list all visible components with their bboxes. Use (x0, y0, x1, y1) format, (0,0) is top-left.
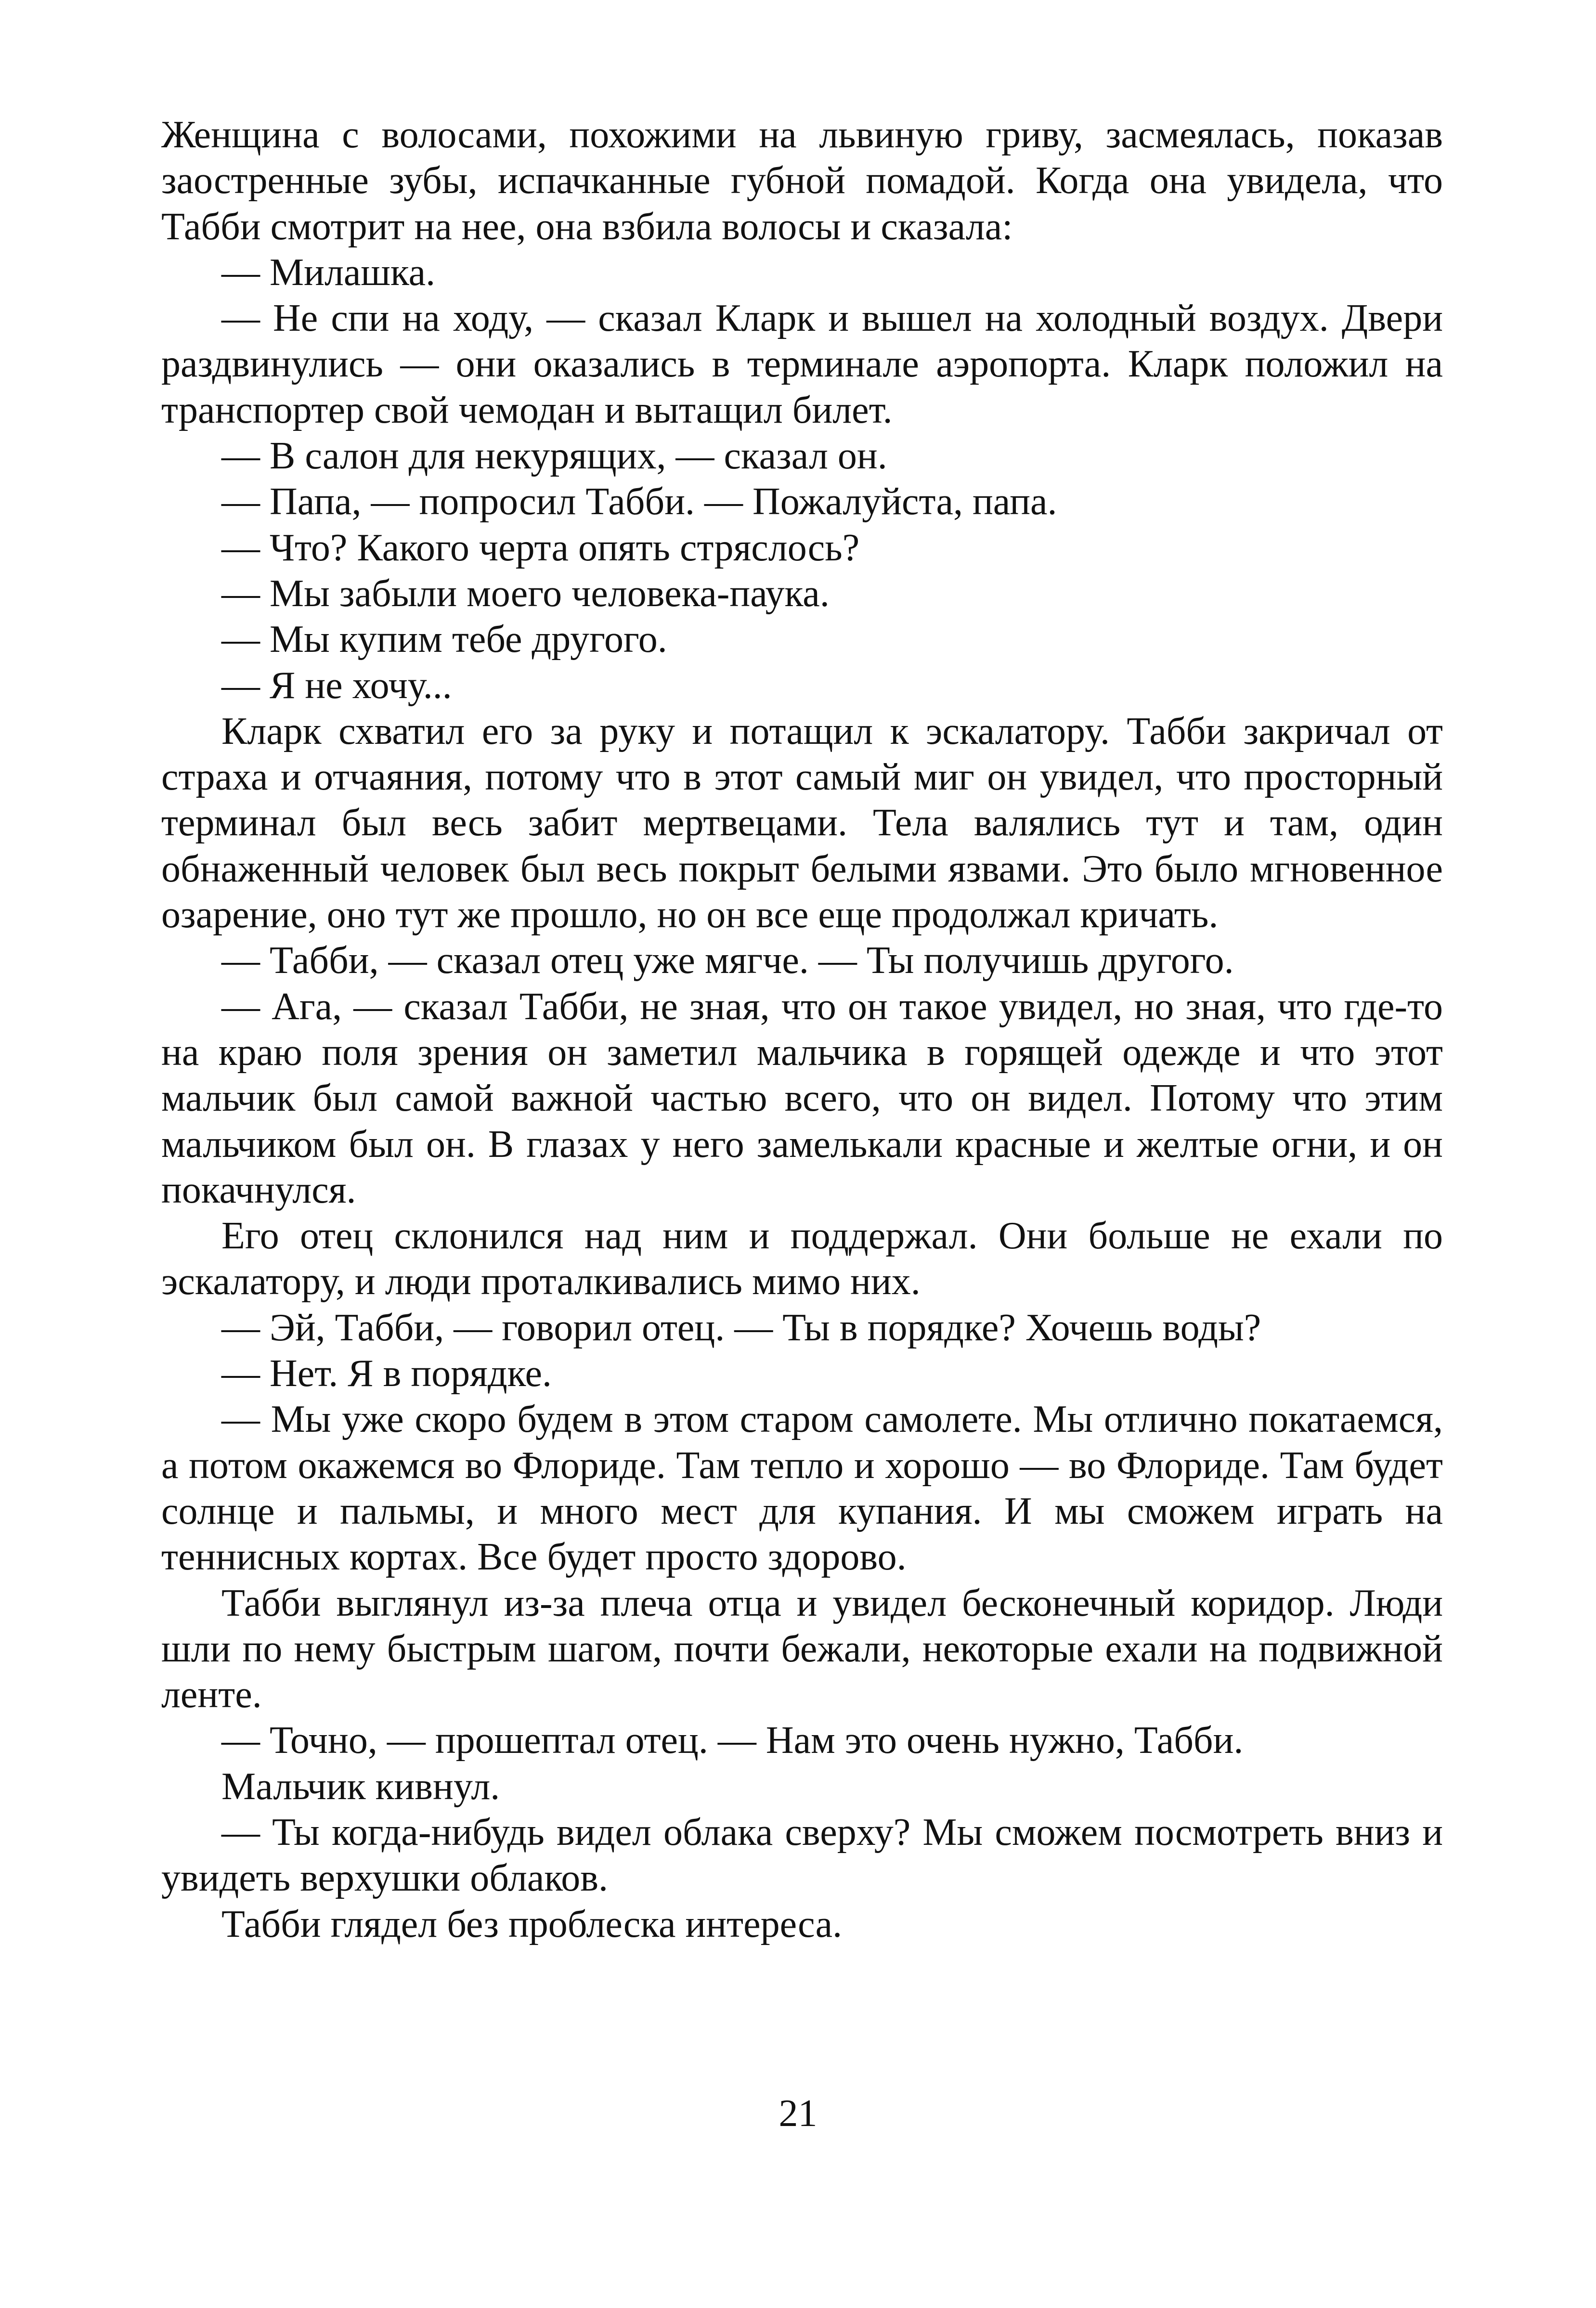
paragraph: — Я не хочу... (221, 664, 452, 707)
paragraph: — Папа, — попросил Табби. — Пожалуйста, папа. (221, 480, 1057, 523)
paragraph: — Табби, — сказал отец уже мягче. — Ты получишь другого. (221, 939, 1234, 982)
paragraph: Его отец склонился над ним и поддержал. Они больше не ехали по эскалатору, и люди проталкивались мимо них. (161, 1215, 1443, 1303)
paragraph: Табби выглянул из-за плеча отца и увидел бесконечный коридор. Люди шли по нему быстрым шагом, почти бежали, некоторые ехали на подвижной ленте. (161, 1582, 1443, 1716)
paragraph: — Нет. Я в порядке. (221, 1352, 552, 1395)
paragraph: — Точно, — прошептал отец. — Нам это очень нужно, Табби. (221, 1719, 1244, 1762)
paragraph: — Эй, Табби, — говорил отец. — Ты в порядке? Хочешь воды? (221, 1306, 1261, 1349)
paragraph: — В салон для некурящих, — сказал он. (221, 435, 887, 478)
paragraph: — Ты когда-нибудь видел облака сверху? Мы сможем посмотреть вниз и увидеть верхушки облаков. (161, 1811, 1443, 1900)
paragraph: — Не спи на ходу, — сказал Кларк и вышел на холодный воздух. Двери раздвинулись — они оказались в терминале аэропорта. Кларк положил на транспортер свой чемодан и вытащил билет. (161, 297, 1443, 431)
paragraph: — Мы купим тебе другого. (221, 618, 667, 661)
paragraph: Кларк схватил его за руку и потащил к эскалатору. Табби закричал от страха и отчаяния, потому что в этот самый миг он увидел, что просторный терминал был весь забит мертвецами. Тела валялись тут и там, один обнаженный человек был весь покрыт белыми язвами. Это было мгновенное озарение, оно тут же прошло, но он все еще продолжал кричать. (161, 710, 1443, 936)
paragraph: Табби глядел без проблеска интереса. (221, 1903, 843, 1945)
body-text (161, 112, 1443, 1947)
paragraph: — Милашка. (221, 251, 436, 294)
paragraph: — Ага, — сказал Табби, не зная, что он такое увидел, но зная, что где-то на краю поля зрения он заметил мальчика в горящей одежде и что этот мальчик был самой важной частью всего, что он видел. Потому что этим мальчиком был он. В глазах у него замелькали красные и желтые огни, и он покачнулся. (161, 985, 1443, 1211)
paragraph: — Что? Какого черта опять стряслось? (221, 526, 860, 569)
paragraph: — Мы забыли моего человека-паука. (221, 572, 830, 615)
paragraph: Женщина с волосами, похожими на львиную гриву, засмеялась, показав заостренные зубы, испачканные губной помадой. Когда она увидела, что Табби смотрит на нее, она взбила волосы и сказала: (161, 114, 1443, 248)
page-number: 21 (779, 2092, 817, 2135)
paragraph: — Мы уже скоро будем в этом старом самолете. Мы отлично покатаемся, а потом окажемся во Флориде. Там тепло и хорошо — во Флориде. Там будет солнце и пальмы, и много мест для купания. И мы сможем играть на теннисных кортах. Все будет просто здорово. (161, 1398, 1443, 1579)
paragraph: Мальчик кивнул. (221, 1765, 500, 1808)
